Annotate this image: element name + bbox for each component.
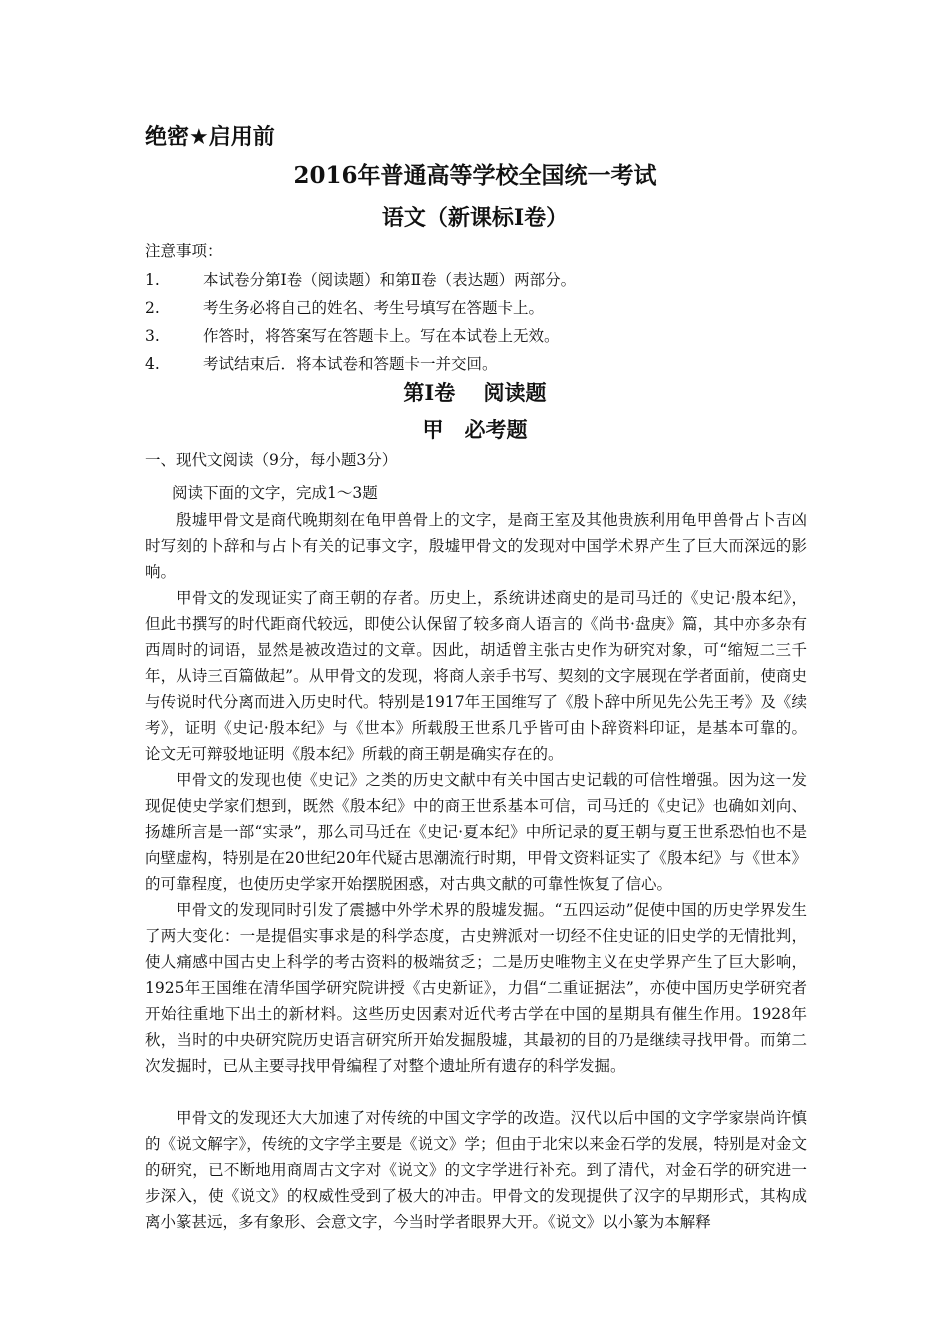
- passage-paragraph: 殷墟甲骨文是商代晚期刻在龟甲兽骨上的文字，是商王室及其他贵族利用龟甲兽骨占卜吉凶时写刻的卜辞和与占卜有关的记事文字，殷墟甲骨文的发现对中国学术界产生了巨大而深远的影响。: [145, 511, 807, 581]
- note-number: 4.: [145, 355, 160, 373]
- part-title: 第Ⅰ卷 阅读题: [403, 380, 547, 405]
- passage-paragraph: 甲骨文的发现还大大加速了对传统的中国文字学的改造。汉代以后中国的文字学家崇尚许慎的《说文解字》，传统的文字学主要是《说文》学；但由于北宋以来金石学的发展，特别是对金文的研究，已不断地用商周古文字对《说文》的文字学进行补充。到了清代，对金石学的研究进一步深入，使《说文》的权威性受到了极大的冲击。甲骨文的发现提供了汉字的早期形式，其构成离小篆甚远，多有象形、会意文字，今当时学者眼界大开。《说文》以小篆为本解释: [145, 1109, 807, 1231]
- note-number: 1.: [145, 271, 160, 289]
- note-item: [145, 296, 544, 318]
- notes-label: 注意事项：: [145, 242, 223, 260]
- passage-paragraph: 甲骨文的发现也使《史记》之类的历史文献中有关中国古史记载的可信性增强。因为这一发现促使史学家们想到，既然《殷本纪》中的商王世系基本可信，司马迁的《史记》也确如刘向、扬雄所言是一部“实录”，那么司马迁在《史记·夏本纪》中所记录的夏王朝与夏王世系恐怕也不是向壁虚构，特别是在20世纪20年代疑古思潮流行时期，甲骨文资料证实了《殷本纪》与《世本》的可靠程度，也使历史学家开始摆脱困惑，对古典文献的可靠性恢复了信心。: [145, 771, 807, 893]
- exam-title: 2016年普通高等学校全国统一考试: [293, 162, 657, 189]
- note-text: 考生务必将自己的姓名、考生号填写在答题卡上。: [203, 299, 545, 317]
- passage-paragraph: 甲骨文的发现证实了商王朝的存者。历史上，系统讲述商史的是司马迁的《史记·殷本纪》，但此书撰写的时代距商代较远，即使公认保留了较多商人语言的《尚书·盘庚》篇，其中亦多杂有西周时的词语，显然是被改造过的文章。因此，胡适曾主张古史作为研究对象，可“缩短二三千年，从诗三百篇做起”。从甲骨文的发现，将商人亲手书写、契刻的文字展现在学者面前，使商史与传说时代分离而进入历史时代。特别是1917年王国维写了《殷卜辞中所见先公先王考》及《续考》，证明《史记·殷本纪》与《世本》所载殷王世系几乎皆可由卜辞资料印证，是基本可靠的。论文无可辩驳地证明《殷本纪》所载的商王朝是确实存在的。: [145, 589, 807, 763]
- note-text: 考试结束后．将本试卷和答题卡一并交回。: [203, 355, 498, 373]
- note-number: 2.: [145, 299, 160, 317]
- secret-label: 绝密★启用前: [145, 125, 275, 150]
- passage-paragraph: 甲骨文的发现同时引发了震撼中外学术界的殷墟发掘。“五四运动”促使中国的历史学界发生了两大变化：一是提倡实事求是的科学态度，古史辨派对一切经不住史证的旧史学的无情批判，使人痛感中国古史上科学的考古资料的极端贫乏；二是历史唯物主义在史学界产生了巨大影响，1925年王国维在清华国学研究院讲授《古史新证》，力倡“二重证据法”，亦使中国历史学研究者开始往重地下出土的新材料。这些历史因素对近代考古学在中国的星期具有催生作用。1928年秋，当时的中央研究院历史语言研究所开始发掘殷墟，其最初的目的乃是继续寻找甲骨。而第二次发掘时，已从主要寻找甲骨编程了对整个遗址所有遗存的科学发掘。: [145, 901, 807, 1075]
- note-text: 本试卷分第Ⅰ卷（阅读题）和第Ⅱ卷（表达题）两部分。: [203, 271, 577, 289]
- note-item: [145, 268, 576, 290]
- note-item: [145, 352, 498, 374]
- question-heading: 一、现代文阅读（9分，每小题3分）: [145, 451, 398, 469]
- question-instruction: 阅读下面的文字，完成1～3题: [172, 484, 378, 502]
- note-item: [145, 324, 560, 346]
- part-subtitle: 甲 必考题: [422, 417, 528, 442]
- note-text: 作答时，将答案写在答题卡上。写在本试卷上无效。: [203, 327, 560, 345]
- note-number: 3.: [145, 327, 160, 345]
- subject-title: 语文（新课标I卷）: [381, 205, 569, 231]
